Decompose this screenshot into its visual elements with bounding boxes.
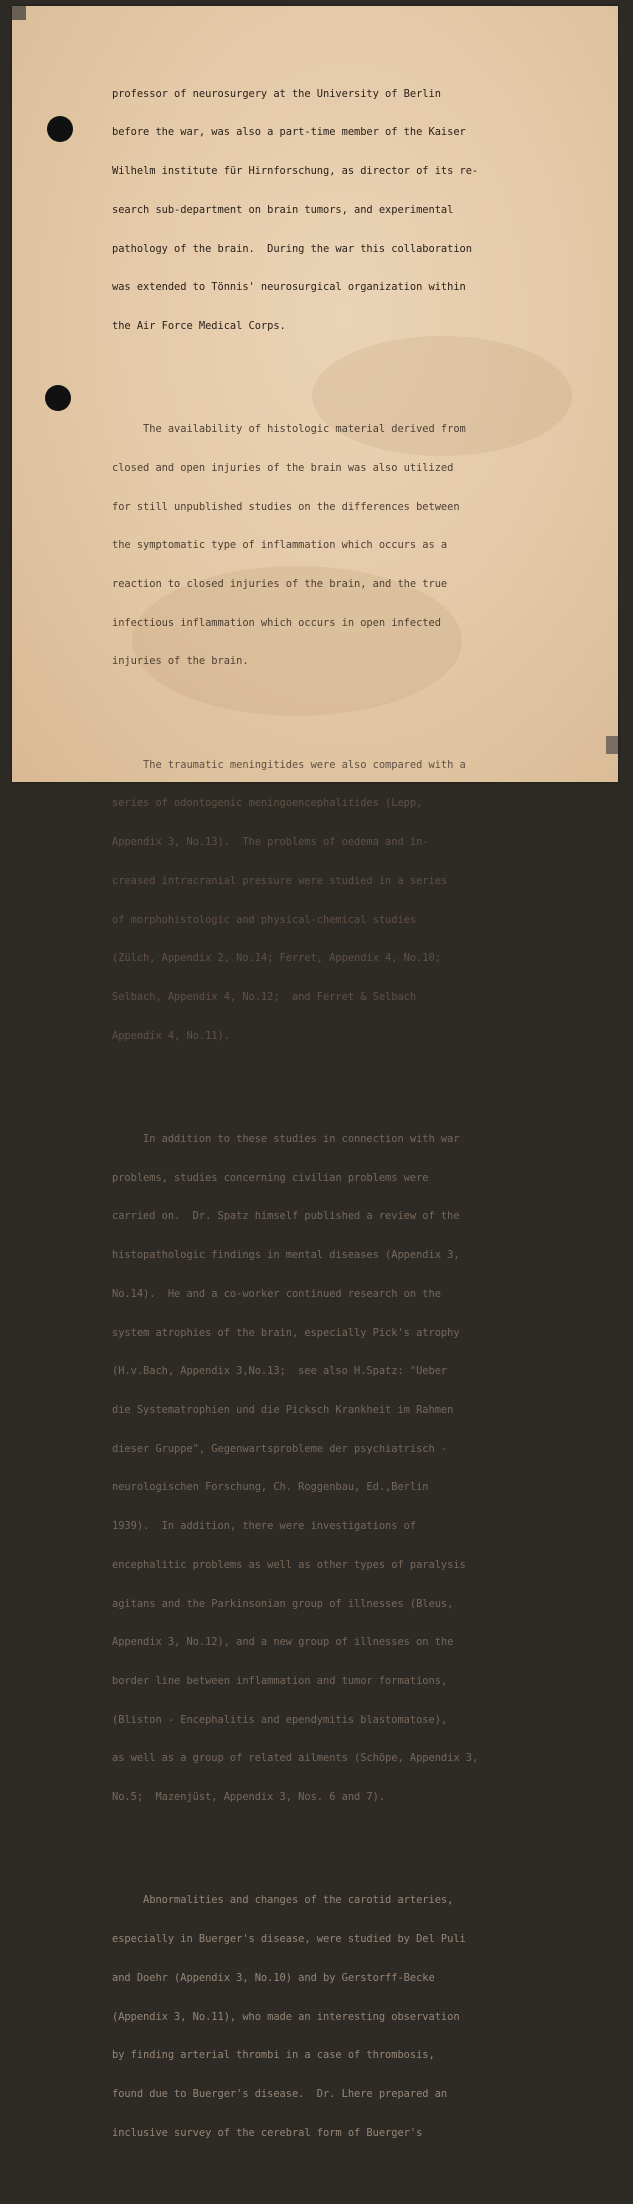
text-line: carried on. Dr. Spatz himself published a review of the: [112, 1210, 460, 1223]
text-line: (Appendix 3, No.11), who made an interesting observation: [112, 2010, 460, 2023]
text-line: (H.v.Bach, Appendix 3,No.13; see also H.Spatz: "Ueber: [112, 1365, 448, 1378]
text-line: inclusive survey of the cerebral form of Buerger's: [112, 2126, 423, 2139]
typewritten-text: [112, 36, 582, 2204]
text-line: closed and open injuries of the brain was also utilized: [112, 461, 454, 474]
text-line: No.5; Mazenjüst, Appendix 3, Nos. 6 and 7).: [112, 1791, 386, 1804]
text-line: especially in Buerger's disease, were studied by Del Puli: [112, 1933, 466, 1946]
paragraph-4: [112, 1107, 582, 1830]
punch-hole-icon: [47, 116, 73, 142]
text-line: 1939). In addition, there were investigations of: [112, 1520, 417, 1533]
text-line: histopathologic findings in mental diseases (Appendix 3,: [112, 1249, 460, 1262]
text-line: problems, studies concerning civilian problems were: [112, 1171, 429, 1184]
corner-mark: [12, 6, 26, 20]
text-line: pathology of the brain. During the war this collaboration: [112, 242, 472, 255]
text-line: before the war, was also a part-time member of the Kaiser: [112, 126, 466, 139]
text-line: Appendix 4, No.11).: [112, 1029, 230, 1042]
text-line: The traumatic meningitides were also compared with a: [112, 758, 466, 771]
text-line: border line between inflammation and tumor formations,: [112, 1675, 448, 1688]
text-line: Abnormalities and changes of the carotid arteries,: [112, 1894, 454, 1907]
text-line: Appendix 3, No.13). The problems of oedema and in-: [112, 836, 429, 849]
text-line: injuries of the brain.: [112, 655, 249, 668]
text-line: In addition to these studies in connection with war: [112, 1132, 460, 1145]
text-line: encephalitic problems as well as other types of paralysis: [112, 1558, 466, 1571]
text-line: of morphohistologic and physical-chemical studies: [112, 913, 417, 926]
text-line: reaction to closed injuries of the brain, and the true: [112, 578, 448, 591]
text-line: The availability of histologic material derived from: [112, 423, 466, 436]
text-line: die Systematrophien und die Picksch Krankheit im Rahmen: [112, 1404, 454, 1417]
text-line: the symptomatic type of inflammation which occurs as a: [112, 539, 448, 552]
text-line: creased intracranial pressure were studied in a series: [112, 874, 448, 887]
paragraph-1: [112, 62, 582, 359]
text-line: search sub-department on brain tumors, and experimental: [112, 203, 454, 216]
punch-hole-icon: [45, 385, 71, 411]
text-line: series of odontogenic meningoencephalitides (Lepp,: [112, 797, 423, 810]
text-line: professor of neurosurgery at the University of Berlin: [112, 87, 441, 100]
text-line: found due to Buerger's disease. Dr. Lhere prepared an: [112, 2088, 448, 2101]
text-line: the Air Force Medical Corps.: [112, 319, 286, 332]
document-page: [12, 6, 618, 2139]
text-line: dieser Gruppe", Gegenwartsprobleme der psychiatrisch -: [112, 1442, 448, 1455]
text-line: (Zülch, Appendix 2, No.14; Ferret, Appendix 4, No.10;: [112, 952, 441, 965]
text-line: agitans and the Parkinsonian group of illnesses (Bleus,: [112, 1597, 454, 1610]
edge-tab: [606, 736, 618, 754]
text-line: No.14). He and a co-worker continued research on the: [112, 1287, 441, 1300]
paragraph-3: [112, 733, 582, 1069]
text-line: as well as a group of related ailments (Schöpe, Appendix 3,: [112, 1752, 479, 1765]
text-line: system atrophies of the brain, especially Pick's atrophy: [112, 1326, 460, 1339]
text-line: neurologischen Forschung, Ch. Roggenbau, Ed.,Berlin: [112, 1481, 429, 1494]
text-line: Selbach, Appendix 4, No.12; and Ferret & Selbach: [112, 991, 417, 1004]
text-line: Wilhelm institute für Hirnforschung, as director of its re-: [112, 165, 479, 178]
paragraph-5: [112, 1869, 582, 2166]
text-line: (Bliston - Encephalitis and ependymitis blastomatose),: [112, 1713, 448, 1726]
text-line: for still unpublished studies on the differences between: [112, 500, 460, 513]
text-line: Appendix 3, No.12), and a new group of illnesses on the: [112, 1636, 454, 1649]
text-line: infectious inflammation which occurs in open infected: [112, 616, 441, 629]
text-line: by finding arterial thrombi in a case of thrombosis,: [112, 2049, 435, 2062]
text-line: was extended to Tönnis' neurosurgical organization within: [112, 281, 466, 294]
text-line: and Doehr (Appendix 3, No.10) and by Gerstorff-Becke: [112, 1971, 435, 1984]
paragraph-2: [112, 397, 582, 694]
